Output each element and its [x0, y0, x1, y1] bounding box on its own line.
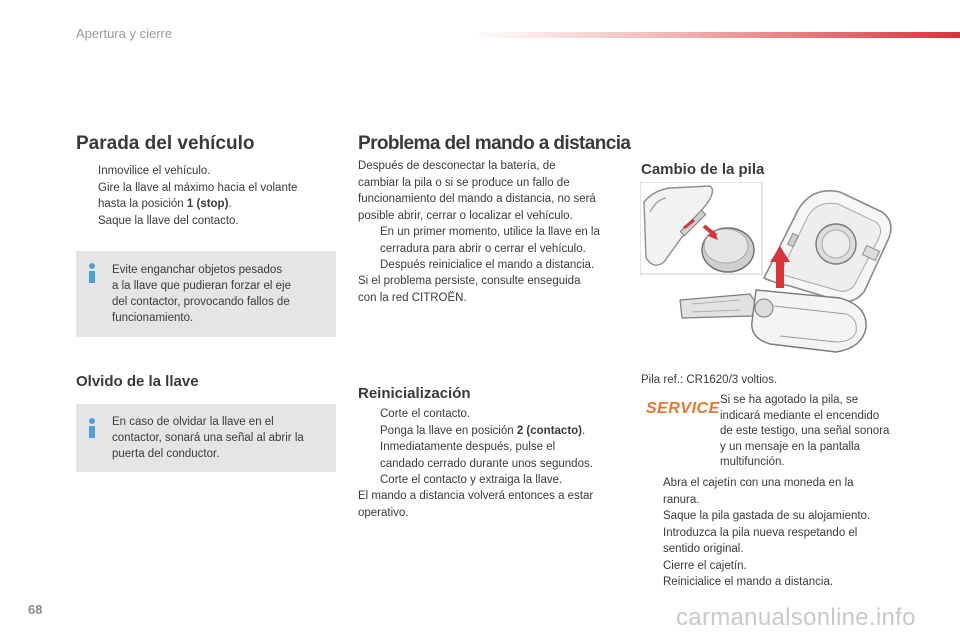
- parada-info-box: [76, 251, 336, 337]
- problema-outro: Si el problema persiste, consulte enseguida con la red CITROËN.: [358, 275, 581, 304]
- list-item: Después reinicialice el mando a distancia.: [380, 259, 595, 271]
- cambio-list: [641, 475, 911, 591]
- problema-title: Problema del mando a distancia: [358, 133, 631, 154]
- info-line: puerta del conductor.: [112, 448, 220, 460]
- remote-housing: [764, 191, 891, 302]
- list-item: Corte el contacto.: [380, 408, 471, 420]
- service-warning-icon: SERVICE: [646, 400, 720, 417]
- list-item: Corte el contacto y extraiga la llave.: [380, 474, 563, 486]
- reinicializacion-title: Reinicialización: [358, 385, 471, 402]
- list-item: Introduzca la pila nueva respetando el sentido original.: [663, 526, 858, 555]
- page-number: 68: [28, 602, 43, 617]
- parada-list: [76, 163, 336, 229]
- problema-list: [358, 224, 620, 274]
- info-icon: [86, 263, 98, 283]
- key-blade: [680, 290, 866, 352]
- list-item: Inmediatamente después, pulse el candado cerrado durante unos segundos.: [380, 441, 593, 470]
- info-line: En caso de olvidar la llave en el: [112, 416, 274, 428]
- info-line: del contactor, provocando fallos de: [112, 296, 290, 308]
- info-line: a la llave que pudieran forzar el eje: [112, 280, 292, 292]
- reinicializacion-list: [358, 406, 620, 489]
- service-text: Si se ha agotado la pila, se indicará mediante el encendido de este testigo, una señal sonora y un mensaje en la pantalla multifunción.: [720, 394, 890, 468]
- info-line: Evite enganchar objetos pesados: [112, 264, 283, 276]
- reinicializacion-outro: El mando a distancia volverá entonces a estar operativo.: [358, 490, 594, 519]
- list-item: En un primer momento, utilice la llave en la cerradura para abrir o cerrar el vehículo.: [380, 226, 600, 255]
- list-item: Cierre el cajetín.: [663, 559, 747, 572]
- info-line: contactor, sonará una señal al abrir la: [112, 432, 304, 444]
- olvido-info-box: [76, 404, 336, 472]
- info-line: funcionamiento.: [112, 312, 194, 324]
- parada-title: Parada del vehículo: [76, 133, 255, 154]
- battery-inset: [640, 182, 762, 274]
- cambio-title: Cambio de la pila: [641, 161, 765, 178]
- list-item: Inmovilice el vehículo.: [98, 165, 211, 177]
- watermark: carmanualsonline.info: [676, 604, 916, 631]
- header-accent-bar: [470, 32, 960, 38]
- problema-intro: Después de desconectar la batería, de cambiar la pila o si se produce un fallo de funcionamiento del mando a distancia, no será posible abrir, cerrar o localizar el vehículo.: [358, 160, 596, 222]
- info-icon: [86, 418, 98, 438]
- list-item: Saque la pila gastada de su alojamiento.: [663, 510, 871, 522]
- list-item: Reinicialice el mando a distancia.: [663, 576, 834, 588]
- pila-ref: Pila ref.: CR1620/3 voltios.: [641, 374, 778, 386]
- list-item: Saque la llave del contacto.: [98, 214, 239, 227]
- olvido-title: Olvido de la llave: [76, 373, 199, 390]
- list-item: Abra el cajetín con una moneda en la ranura.: [663, 477, 854, 506]
- list-item: Ponga la llave en posición 2 (contacto).: [380, 424, 586, 437]
- remote-key-illustration: [640, 182, 895, 362]
- section-header: Apertura y cierre: [76, 26, 173, 41]
- list-item: Gire la llave al máximo hacia el volante hasta la posición 1 (stop).: [98, 181, 298, 210]
